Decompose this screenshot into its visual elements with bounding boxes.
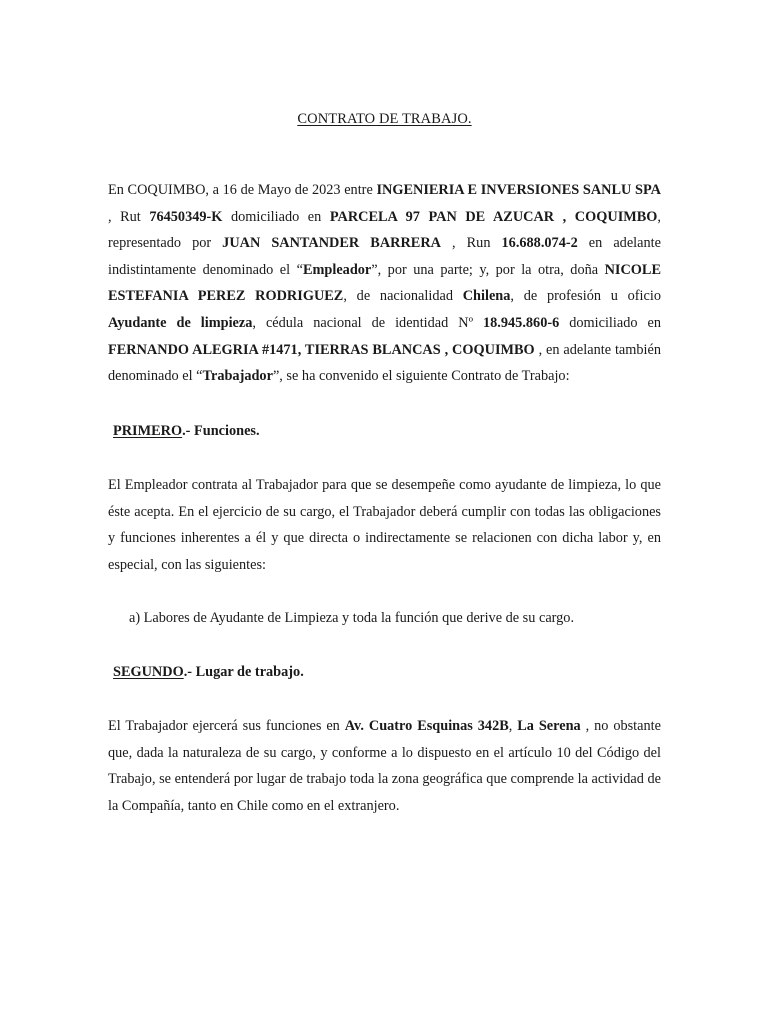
worker-name: NICOLE ESTEFANIA PEREZ RODRIGUEZ (108, 261, 661, 305)
section-1-heading (113, 423, 260, 440)
employer-address: PARCELA 97 PAN DE AZUCAR , COQUIMBO (329, 208, 658, 225)
employer-rut: 76450349-K (149, 208, 223, 225)
intro-text-1: En COQUIMBO, a 16 de Mayo de 2023 entre (108, 182, 377, 198)
section-2-text-2: , (508, 718, 518, 734)
intro-text-9: , de profesión u oficio (510, 288, 661, 305)
intro-text-7: ”, por una parte; y, por la otra, doña (371, 261, 605, 278)
section-2-label: SEGUNDO (113, 664, 184, 680)
section-2-text-1: El Trabajador ejercerá sus funciones en (108, 718, 345, 734)
section-1-body: El Empleador contrata al Trabajador para que se desempeñe como ayudante de limpieza, lo que éste acepta. En el ejercicio de su cargo, el Trabajador deberá cumplir con todas las obligaciones y funciones inherentes a él y que directa o indirectamente se relacionen con dicha labor y, en especial, con las siguientes: (108, 477, 661, 573)
document-title: CONTRATO DE TRABAJO. (297, 111, 472, 127)
intro-text-8: , de nacionalidad (343, 288, 463, 305)
employer-name: INGENIERIA E INVERSIONES SANLU SPA (376, 182, 661, 198)
section-2-body (108, 713, 661, 819)
worker-nationality: Chilena (462, 288, 511, 305)
intro-text-10: , cédula nacional de identidad Nº (252, 314, 483, 331)
section-1-title: .- Funciones. (182, 423, 260, 439)
worker-occupation: Ayudante de limpieza (108, 314, 253, 331)
section-1-label: PRIMERO (113, 423, 183, 439)
intro-text-5: , Run (440, 235, 502, 252)
intro-text-3: domiciliado en (222, 208, 330, 225)
section-2-text-3: , no obstante que, dada la naturaleza de su cargo, y conforme a lo dispuesto en el artículo 10 del Código del Trabajo, se entenderá por lugar de trabajo toda la zona geográfica que comprende la actividad de la Compañía, tanto en Chile como en el extranjero. (108, 718, 661, 814)
section-1-list-item-a: a) Labores de Ayudante de Limpieza y toda la función que derive de su cargo. (129, 610, 575, 626)
work-place: Av. Cuatro Esquinas 342B (344, 718, 509, 734)
worker-term: Trabajador (202, 368, 273, 385)
intro-paragraph (108, 177, 661, 390)
employer-term: Empleador (302, 261, 372, 278)
intro-text-2: , Rut (108, 208, 150, 225)
worker-address: FERNANDO ALEGRIA #1471, TIERRAS BLANCAS , COQUIMBO (108, 341, 535, 358)
intro-text-13: ”, se ha convenido el siguiente Contrato de Trabajo: (272, 368, 570, 385)
intro-text-12: , en adelante también denominado el “ (108, 341, 662, 385)
work-city: La Serena (517, 718, 581, 734)
representative-run: 16.688.074-2 (501, 235, 578, 252)
section-2-title: .- Lugar de trabajo. (183, 664, 304, 680)
representative-name: JUAN SANTANDER BARRERA (222, 235, 441, 252)
worker-id: 18.945.860-6 (483, 314, 560, 331)
intro-text-6: en adelante indistintamente denominado el “ (108, 235, 661, 278)
intro-text-4: , representado por (108, 208, 661, 252)
section-2-heading (113, 664, 304, 681)
intro-text-11: domiciliado en (559, 314, 661, 331)
